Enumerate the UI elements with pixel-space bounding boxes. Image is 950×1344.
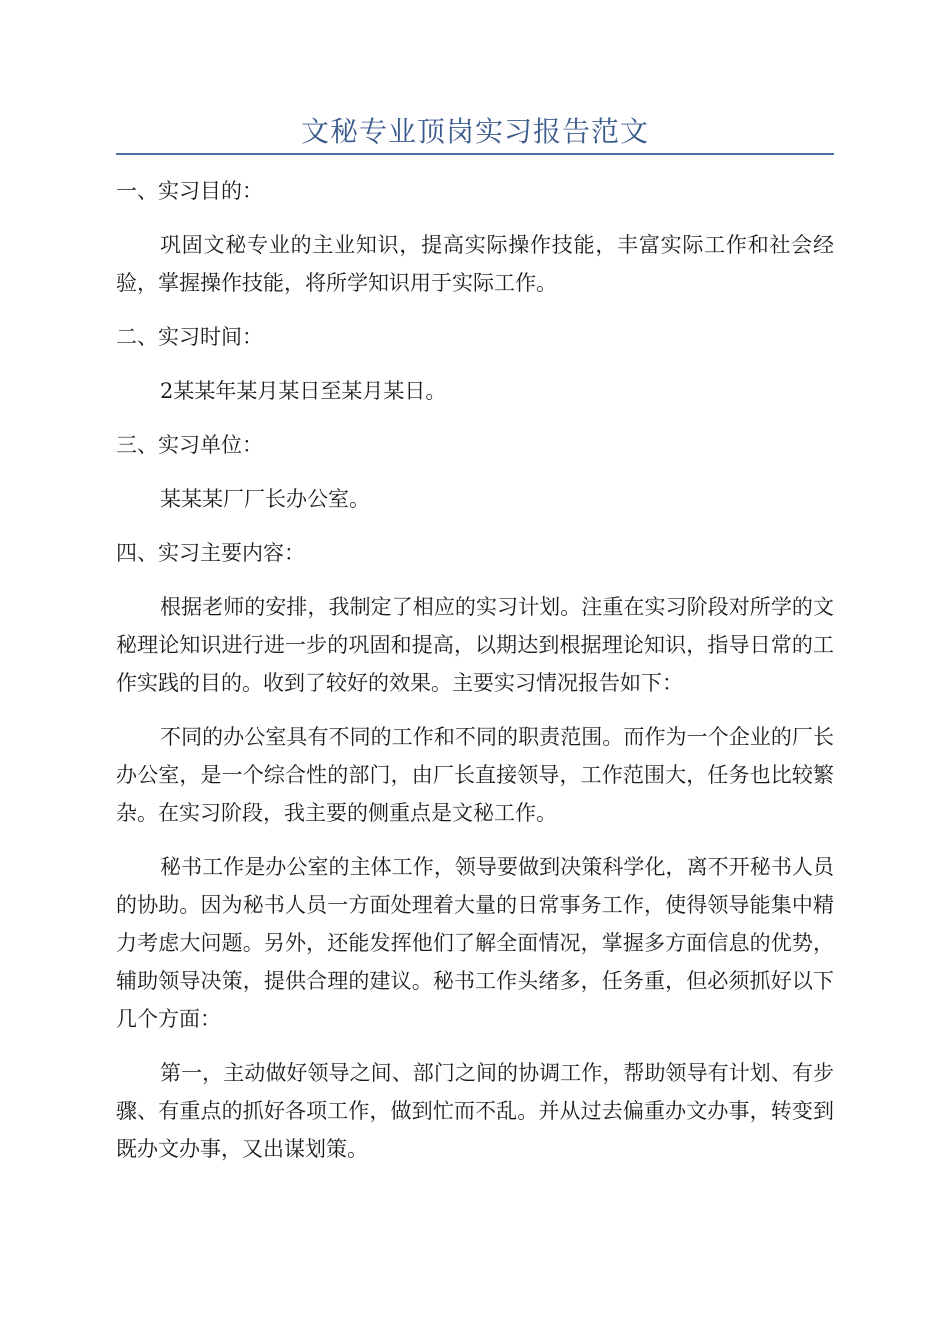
paragraph-content-plan: 根据老师的安排，我制定了相应的实习计划。注重在实习阶段对所学的文秘理论知识进行进一步的巩固和提高，以期达到根据理论知识，指导日常的工作实践的目的。收到了较好的效果。主要实习情况报告如下： (116, 595, 834, 695)
paragraph-content-first: 第一，主动做好领导之间、部门之间的协调工作，帮助领导有计划、有步骤、有重点的抓好各项工作，做到忙而不乱。并从过去偏重办文办事，转变到既办文办事，又出谋划策。 (116, 1061, 834, 1161)
paragraph-content-secretary: 秘书工作是办公室的主体工作，领导要做到决策科学化，离不开秘书人员的协助。因为秘书人员一方面处理着大量的日常事务工作，使得领导能集中精力考虑大问题。另外，还能发挥他们了解全面情况，掌握多方面信息的优势，辅助领导决策，提供合理的建议。秘书工作头绪多，任务重，但必须抓好以下几个方面： (116, 855, 834, 1031)
paragraph-content-office: 不同的办公室具有不同的工作和不同的职责范围。而作为一个企业的厂长办公室，是一个综合性的部门，由厂长直接领导，工作范围大，任务也比较繁杂。在实习阶段，我主要的侧重点是文秘工作。 (116, 725, 834, 825)
document-body (116, 172, 834, 1184)
section-heading-unit: 三、实习单位： (116, 433, 263, 457)
document-title: 文秘专业顶岗实习报告范文 (300, 115, 649, 148)
paragraph-unit: 某某某厂厂长办公室。 (160, 487, 370, 511)
section-heading-content: 四、实习主要内容： (116, 541, 305, 565)
title-underline (116, 153, 834, 155)
section-heading-purpose: 一、实习目的： (116, 179, 263, 203)
paragraph-time: 2某某年某月某日至某月某日。 (160, 379, 447, 403)
paragraph-purpose: 巩固文秘专业的主业知识，提高实际操作技能，丰富实际工作和社会经验，掌握操作技能，将所学知识用于实际工作。 (116, 233, 834, 295)
section-heading-time: 二、实习时间： (116, 325, 263, 349)
